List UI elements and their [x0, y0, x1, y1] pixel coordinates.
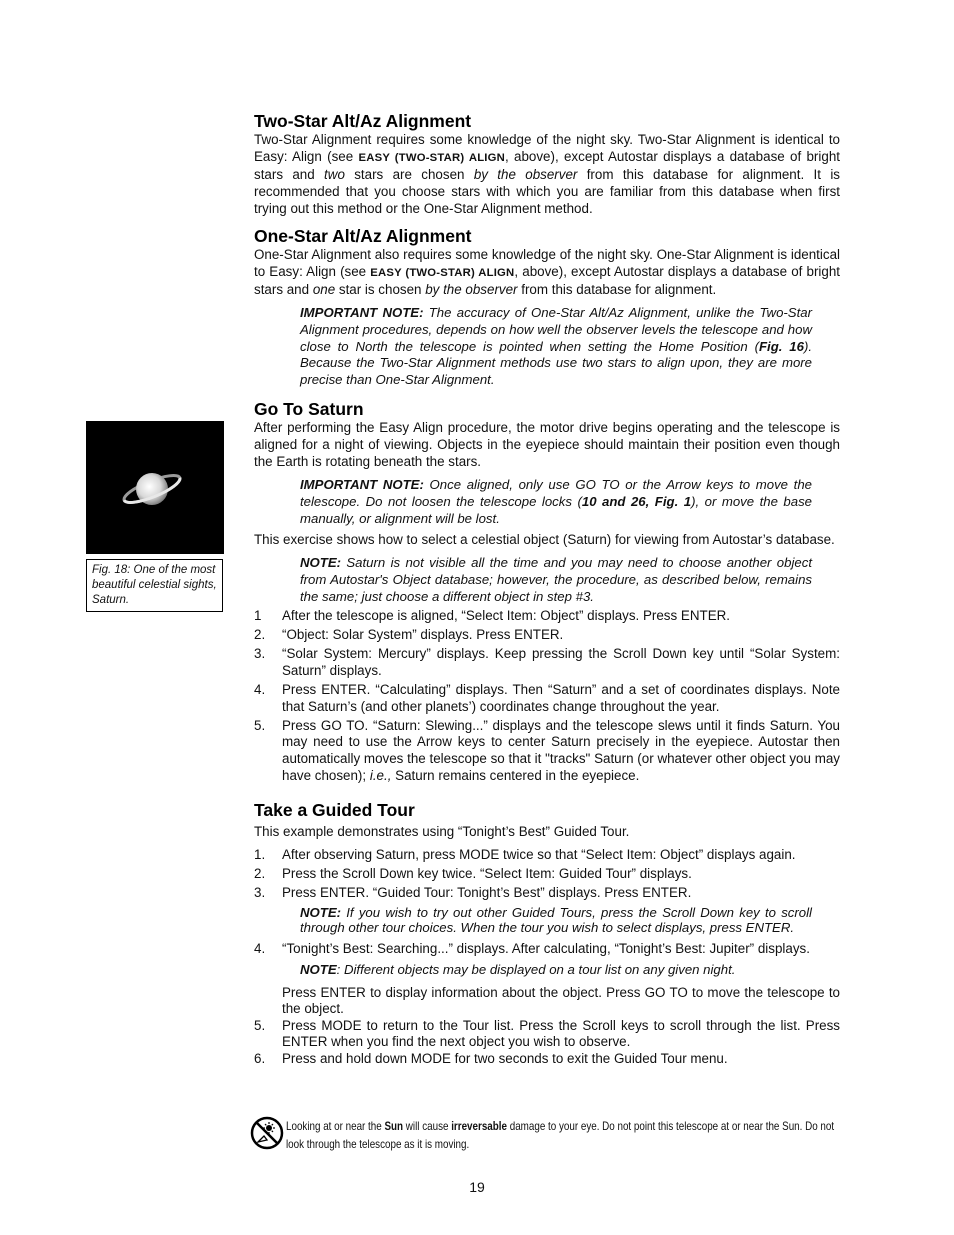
section-go-to-saturn: [254, 398, 840, 785]
important-note-saturn: IMPORTANT NOTE: Once aligned, only use GO TO or the Arrow keys to move the telescope. Do not loosen the telescope locks (10 and 26, Fig. 1), or move the base manually, or alignment will be lost.: [300, 476, 812, 526]
heading-one-star: One-Star Alt/Az Alignment: [254, 226, 472, 246]
paragraph-two-star: Two-Star Alignment requires some knowledge of the night sky. Two-Star Alignment is identical to Easy: Align (see EASY (TWO-STAR) ALIGN, above), except Autostar displays a database of bright stars and two stars are chosen by the observer from this database for alignment. It is recommended that you choose stars with which you are familiar from this database when first trying out this method or the One-Star Alignment method.: [254, 132, 840, 216]
list-item: 1. After observing Saturn, press MODE twice so that “Select Item: Object” displays again.: [254, 846, 796, 862]
list-item: 5. Press MODE to return to the Tour list. Press the Scroll keys to scroll through the list. Press ENTER when you find the next object you wish to observe.: [254, 1018, 840, 1049]
no-sun-icon: [250, 1116, 284, 1150]
paragraph-tour-enter: Press ENTER to display information about the object. Press GO TO to move the telescope to the object.: [282, 985, 840, 1016]
list-item: 2. “Object: Solar System” displays. Press ENTER.: [254, 626, 564, 642]
list-item: 3. “Solar System: Mercury” displays. Keep pressing the Scroll Down key until “Solar System: Saturn” displays.: [254, 645, 840, 678]
paragraph-one-star: One-Star Alignment also requires some knowledge of the night sky. One-Star Alignment is identical to Easy: Align (see EASY (TWO-STAR) ALIGN, above), except Autostar displays a database of bright stars and one star is chosen by the observer from this database for alignment.: [254, 247, 840, 297]
figure-caption: Fig. 18: One of the most beautiful celestial sights, Saturn.: [86, 559, 223, 612]
note-tour-objects: NOTE: Different objects may be displayed on a tour list on any given night.: [300, 961, 736, 977]
list-item: 6. Press and hold down MODE for two seconds to exit the Guided Tour menu.: [254, 1051, 728, 1067]
saturn-icon: [86, 421, 224, 554]
saturn-photo: [86, 421, 224, 554]
note-tour-choices: NOTE: If you wish to try out other Guided Tours, press the Scroll Down key to scroll through other tour choices. When the tour you wish to select displays, press ENTER.: [300, 904, 812, 936]
heading-go-to-saturn: Go To Saturn: [254, 399, 364, 419]
heading-guided-tour: Take a Guided Tour: [254, 800, 415, 820]
section-two-star: [254, 110, 840, 218]
warning-text: Looking at or near the Sun will cause irreversable damage to your eye. Do not point this telescope at or near the Sun. Do not look through the telescope as it is moving.: [286, 1119, 835, 1151]
list-item: 1 After the telescope is aligned, “Select Item: Object” displays. Press ENTER.: [254, 608, 731, 624]
important-note-one-star: IMPORTANT NOTE: The accuracy of One-Star Alt/Az Alignment, unlike the Two-Star Alignment procedures, depends on how well the observer levels the telescope and how close to North the telescope is pointed when setting the Home Position (Fig. 16). Because the Two-Star Alignment methods use two stars to align upon, they are more precise than One-Star Alignment.: [300, 304, 812, 388]
list-item: 4. “Tonight’s Best: Searching...” displays. After calculating, “Tonight’s Best: Jupiter” displays.: [254, 940, 810, 956]
tour-steps-a: [254, 847, 840, 902]
list-item: 3. Press ENTER. “Guided Tour: Tonight’s Best” displays. Press ENTER.: [254, 884, 692, 900]
paragraph-tour-intro: This example demonstrates using “Tonight’s Best” Guided Tour.: [254, 824, 630, 839]
note-saturn-visibility: NOTE: Saturn is not visible all the time and you may need to choose another object from Autostar's Object database; however, the procedure, as described below, remains the same; just choose a different object in step #3.: [300, 555, 812, 605]
tour-step-4: [254, 941, 840, 958]
saturn-steps: [254, 608, 840, 785]
paragraph-saturn-exercise: This exercise shows how to select a celestial object (Saturn) for viewing from Autostar’s database.: [254, 532, 835, 548]
paragraph-saturn-intro: After performing the Easy Align procedure, the motor drive begins operating and the telescope is aligned for a night of viewing. Objects in the eyepiece should maintain their position even though the Earth is rotating beneath the stars.: [254, 420, 840, 469]
list-item: 5. Press GO TO. “Saturn: Slewing...” displays and the telescope slews until it finds Saturn. You may need to use the Arrow keys to center Saturn precisely in the eyepiece. Autostar then automatically moves the telescope so that it "tracks" Saturn (or whatever other object you may have chosen); i.e., Saturn remains centered in the eyepiece.: [254, 717, 840, 784]
section-one-star: [254, 225, 840, 389]
page-number: 19: [469, 1179, 485, 1195]
list-item: 4. Press ENTER. “Calculating” displays. Then “Saturn” and a set of coordinates displays. Note that Saturn’s (and other planets’) coordinates change throughout the year.: [254, 681, 840, 714]
section-guided-tour: [254, 799, 840, 1068]
sun-warning: [250, 1116, 840, 1156]
list-item: 2. Press the Scroll Down key twice. “Select Item: Guided Tour” displays.: [254, 865, 692, 881]
tour-steps-b: [254, 1018, 840, 1068]
heading-two-star: Two-Star Alt/Az Alignment: [254, 111, 472, 131]
